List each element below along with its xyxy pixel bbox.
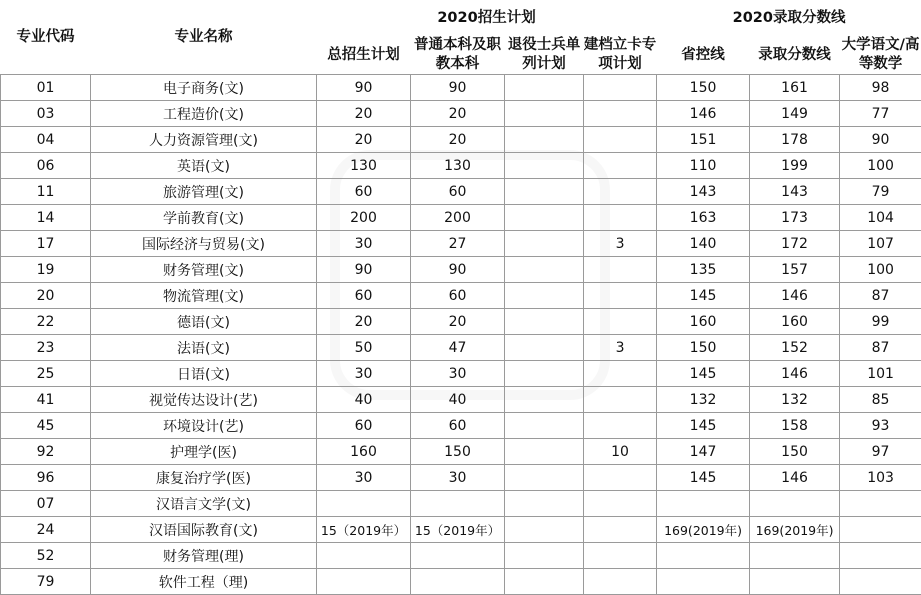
header-name: 专业名称 (174, 28, 233, 45)
cell-admission-line (750, 543, 840, 569)
cell-provincial-line: 169(2019年) (657, 517, 750, 543)
cell-code: 96 (1, 465, 91, 491)
cell-poverty-plan (584, 75, 657, 101)
cell-code: 04 (1, 127, 91, 153)
cell-poverty-plan (584, 153, 657, 179)
cell-major-name: 物流管理(文) (91, 283, 317, 309)
cell-total-plan: 90 (317, 75, 411, 101)
cell-provincial-line: 145 (657, 465, 750, 491)
table-row (1, 153, 921, 179)
cell-subject-score: 87 (840, 283, 921, 309)
cell-poverty-plan (584, 413, 657, 439)
cell-veteran-plan (505, 335, 584, 361)
cell-major-name: 财务管理(文) (91, 257, 317, 283)
cell-regular-plan (411, 543, 505, 569)
cell-admission-line: 150 (750, 439, 840, 465)
cell-subject-score: 87 (840, 335, 921, 361)
header-total: 总招生计划 (327, 46, 400, 63)
cell-subject-score: 79 (840, 179, 921, 205)
cell-code: 79 (1, 569, 91, 595)
cell-veteran-plan (505, 413, 584, 439)
cell-subject-score: 90 (840, 127, 921, 153)
cell-admission-line: 146 (750, 283, 840, 309)
cell-regular-plan: 40 (411, 387, 505, 413)
header-group-score: 2020录取分数线 (732, 9, 846, 26)
cell-total-plan: 20 (317, 127, 411, 153)
cell-subject-score (840, 543, 921, 569)
cell-code: 25 (1, 361, 91, 387)
cell-major-name: 旅游管理(文) (91, 179, 317, 205)
cell-provincial-line: 145 (657, 283, 750, 309)
cell-provincial-line: 151 (657, 127, 750, 153)
cell-provincial-line: 132 (657, 387, 750, 413)
cell-regular-plan: 20 (411, 309, 505, 335)
cell-poverty-plan: 10 (584, 439, 657, 465)
cell-total-plan: 30 (317, 231, 411, 257)
cell-veteran-plan (505, 153, 584, 179)
cell-poverty-plan (584, 101, 657, 127)
cell-code: 22 (1, 309, 91, 335)
cell-provincial-line: 143 (657, 179, 750, 205)
cell-total-plan: 60 (317, 283, 411, 309)
cell-provincial-line: 140 (657, 231, 750, 257)
table-row (1, 413, 921, 439)
cell-subject-score: 85 (840, 387, 921, 413)
cell-provincial-line: 110 (657, 153, 750, 179)
cell-admission-line: 173 (750, 205, 840, 231)
cell-major-name: 汉语国际教育(文) (91, 517, 317, 543)
cell-veteran-plan (505, 569, 584, 595)
header-group-plan: 2020招生计划 (437, 9, 536, 26)
cell-code: 52 (1, 543, 91, 569)
cell-total-plan: 20 (317, 101, 411, 127)
table-row (1, 257, 921, 283)
cell-regular-plan: 200 (411, 205, 505, 231)
table-row (1, 439, 921, 465)
cell-major-name: 国际经济与贸易(文) (91, 231, 317, 257)
cell-code: 03 (1, 101, 91, 127)
table-row (1, 517, 921, 543)
cell-regular-plan: 27 (411, 231, 505, 257)
cell-code: 19 (1, 257, 91, 283)
cell-admission-line: 158 (750, 413, 840, 439)
header-code: 专业代码 (16, 28, 75, 45)
header-subject: 大学语文/高等数学 (841, 37, 920, 72)
cell-regular-plan (411, 569, 505, 595)
table-row (1, 127, 921, 153)
cell-veteran-plan (505, 465, 584, 491)
table-row (1, 465, 921, 491)
cell-code: 23 (1, 335, 91, 361)
cell-regular-plan: 47 (411, 335, 505, 361)
table-row (1, 101, 921, 127)
cell-poverty-plan (584, 179, 657, 205)
cell-major-name: 法语(文) (91, 335, 317, 361)
cell-regular-plan: 15（2019年） (411, 517, 505, 543)
cell-admission-line: 157 (750, 257, 840, 283)
header-admission: 录取分数线 (758, 46, 831, 63)
table-row (1, 205, 921, 231)
cell-veteran-plan (505, 361, 584, 387)
table-row (1, 491, 921, 517)
cell-provincial-line (657, 569, 750, 595)
cell-admission-line: 161 (750, 75, 840, 101)
cell-total-plan: 200 (317, 205, 411, 231)
cell-veteran-plan (505, 309, 584, 335)
table-row (1, 283, 921, 309)
cell-provincial-line: 145 (657, 413, 750, 439)
cell-total-plan: 90 (317, 257, 411, 283)
cell-code: 14 (1, 205, 91, 231)
cell-admission-line: 160 (750, 309, 840, 335)
cell-major-name: 康复治疗学(医) (91, 465, 317, 491)
cell-code: 92 (1, 439, 91, 465)
cell-veteran-plan (505, 231, 584, 257)
cell-subject-score: 107 (840, 231, 921, 257)
cell-major-name: 软件工程（理) (91, 569, 317, 595)
cell-subject-score: 77 (840, 101, 921, 127)
table-row (1, 543, 921, 569)
cell-subject-score: 100 (840, 257, 921, 283)
cell-regular-plan: 150 (411, 439, 505, 465)
cell-total-plan: 60 (317, 413, 411, 439)
cell-provincial-line: 150 (657, 335, 750, 361)
cell-poverty-plan (584, 517, 657, 543)
cell-regular-plan (411, 491, 505, 517)
cell-poverty-plan (584, 257, 657, 283)
cell-total-plan: 30 (317, 465, 411, 491)
cell-total-plan: 20 (317, 309, 411, 335)
cell-total-plan: 30 (317, 361, 411, 387)
cell-subject-score: 104 (840, 205, 921, 231)
cell-provincial-line: 163 (657, 205, 750, 231)
cell-major-name: 人力资源管理(文) (91, 127, 317, 153)
cell-admission-line: 172 (750, 231, 840, 257)
cell-poverty-plan (584, 205, 657, 231)
cell-poverty-plan: 3 (584, 231, 657, 257)
cell-provincial-line: 147 (657, 439, 750, 465)
cell-major-name: 环境设计(艺) (91, 413, 317, 439)
cell-total-plan (317, 543, 411, 569)
table-body (1, 75, 921, 595)
cell-regular-plan: 20 (411, 127, 505, 153)
table-row (1, 231, 921, 257)
cell-regular-plan: 90 (411, 257, 505, 283)
header-poverty: 建档立卡专项计划 (583, 37, 657, 72)
cell-regular-plan: 20 (411, 101, 505, 127)
cell-subject-score (840, 569, 921, 595)
cell-admission-line: 199 (750, 153, 840, 179)
cell-major-name: 工程造价(文) (91, 101, 317, 127)
cell-veteran-plan (505, 491, 584, 517)
cell-subject-score: 103 (840, 465, 921, 491)
cell-admission-line: 146 (750, 465, 840, 491)
cell-admission-line: 132 (750, 387, 840, 413)
cell-major-name: 电子商务(文) (91, 75, 317, 101)
cell-veteran-plan (505, 75, 584, 101)
cell-veteran-plan (505, 179, 584, 205)
cell-subject-score (840, 491, 921, 517)
cell-poverty-plan: 3 (584, 335, 657, 361)
cell-subject-score: 100 (840, 153, 921, 179)
cell-code: 17 (1, 231, 91, 257)
cell-regular-plan: 130 (411, 153, 505, 179)
cell-regular-plan: 30 (411, 465, 505, 491)
header-provincial: 省控线 (681, 46, 725, 63)
cell-total-plan (317, 569, 411, 595)
cell-subject-score: 101 (840, 361, 921, 387)
cell-major-name: 德语(文) (91, 309, 317, 335)
cell-subject-score: 98 (840, 75, 921, 101)
cell-code: 06 (1, 153, 91, 179)
cell-major-name: 护理学(医) (91, 439, 317, 465)
cell-code: 45 (1, 413, 91, 439)
cell-regular-plan: 90 (411, 75, 505, 101)
cell-code: 20 (1, 283, 91, 309)
cell-poverty-plan (584, 283, 657, 309)
cell-major-name: 视觉传达设计(艺) (91, 387, 317, 413)
cell-total-plan: 50 (317, 335, 411, 361)
cell-subject-score: 99 (840, 309, 921, 335)
cell-veteran-plan (505, 517, 584, 543)
table-row (1, 361, 921, 387)
cell-admission-line: 152 (750, 335, 840, 361)
header-regular: 普通本科及职教本科 (414, 37, 501, 72)
cell-veteran-plan (505, 543, 584, 569)
cell-poverty-plan (584, 543, 657, 569)
cell-major-name: 汉语言文学(文) (91, 491, 317, 517)
cell-veteran-plan (505, 387, 584, 413)
cell-provincial-line (657, 491, 750, 517)
cell-subject-score (840, 517, 921, 543)
cell-poverty-plan (584, 361, 657, 387)
cell-code: 11 (1, 179, 91, 205)
cell-code: 01 (1, 75, 91, 101)
cell-code: 24 (1, 517, 91, 543)
table-row (1, 309, 921, 335)
cell-poverty-plan (584, 309, 657, 335)
cell-poverty-plan (584, 387, 657, 413)
cell-major-name: 日语(文) (91, 361, 317, 387)
table-row (1, 387, 921, 413)
cell-major-name: 财务管理(理) (91, 543, 317, 569)
cell-provincial-line: 150 (657, 75, 750, 101)
cell-poverty-plan (584, 491, 657, 517)
cell-provincial-line: 135 (657, 257, 750, 283)
cell-regular-plan: 60 (411, 179, 505, 205)
cell-provincial-line: 146 (657, 101, 750, 127)
cell-total-plan (317, 491, 411, 517)
cell-regular-plan: 60 (411, 283, 505, 309)
cell-subject-score: 97 (840, 439, 921, 465)
cell-admission-line (750, 569, 840, 595)
cell-admission-line: 146 (750, 361, 840, 387)
table-row (1, 75, 921, 101)
cell-provincial-line: 160 (657, 309, 750, 335)
cell-major-name: 学前教育(文) (91, 205, 317, 231)
cell-veteran-plan (505, 283, 584, 309)
cell-subject-score: 93 (840, 413, 921, 439)
cell-regular-plan: 30 (411, 361, 505, 387)
cell-total-plan: 40 (317, 387, 411, 413)
cell-admission-line: 149 (750, 101, 840, 127)
table-row (1, 179, 921, 205)
cell-total-plan: 15（2019年） (317, 517, 411, 543)
cell-poverty-plan (584, 569, 657, 595)
cell-veteran-plan (505, 257, 584, 283)
cell-total-plan: 160 (317, 439, 411, 465)
cell-poverty-plan (584, 465, 657, 491)
header-veteran: 退役士兵单列计划 (507, 37, 581, 72)
cell-total-plan: 60 (317, 179, 411, 205)
cell-admission-line: 178 (750, 127, 840, 153)
table-row (1, 569, 921, 595)
cell-veteran-plan (505, 439, 584, 465)
cell-provincial-line: 145 (657, 361, 750, 387)
cell-poverty-plan (584, 127, 657, 153)
cell-admission-line: 143 (750, 179, 840, 205)
cell-admission-line (750, 491, 840, 517)
table-row (1, 335, 921, 361)
cell-code: 07 (1, 491, 91, 517)
cell-code: 41 (1, 387, 91, 413)
cell-veteran-plan (505, 205, 584, 231)
cell-total-plan: 130 (317, 153, 411, 179)
cell-veteran-plan (505, 101, 584, 127)
cell-regular-plan: 60 (411, 413, 505, 439)
table-header (1, 0, 921, 75)
cell-admission-line: 169(2019年) (750, 517, 840, 543)
cell-veteran-plan (505, 127, 584, 153)
cell-major-name: 英语(文) (91, 153, 317, 179)
cell-provincial-line (657, 543, 750, 569)
